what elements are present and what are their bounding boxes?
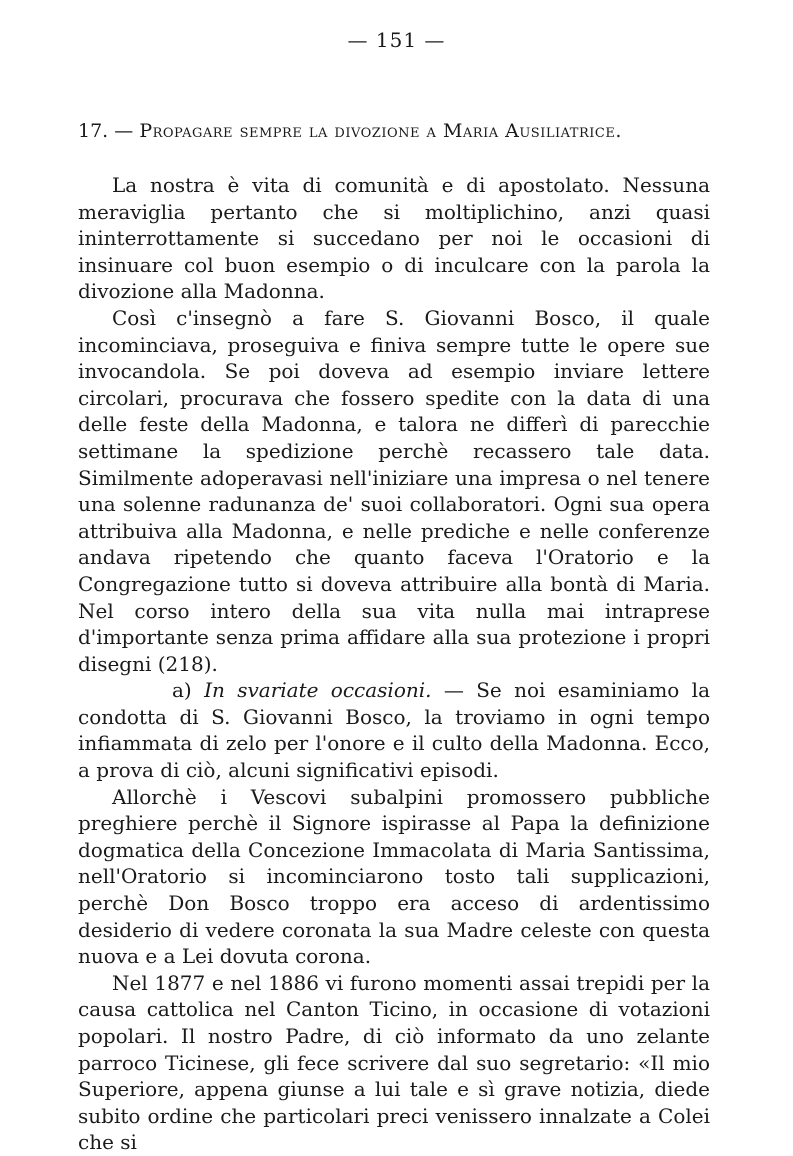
paragraph: Nel 1877 e nel 1886 vi furono momenti assai trepidi per la causa cattolica nel Canton Ticino, in occasione di votazioni popolari. Il nostro Padre, di ciò informato da uno zelante parroco Ticinese, gli fece scrivere dal suo segretario: «Il mio Superiore, appena giunse a lui tale e sì grave notizia, diede subito ordine che particolari preci venissero innalzate a Colei che si [78,970,710,1155]
body-text [78,172,710,1156]
paragraph: La nostra è vita di comunità e di apostolato. Nessuna meraviglia pertanto che si moltiplichino, anzi quasi ininterrottamente si succedano per noi le occasioni di insinuare col buon esempio o di inculcare con la parola la divozione alla Madonna. [78,173,710,304]
subsection-marker: a) [172,678,192,703]
paragraph: Così c'insegnò a fare S. Giovanni Bosco, il quale incominciava, proseguiva e finiva sempre tutte le opere sue invocandola. Se poi doveva ad esempio inviare lettere circolari, procurava che fossero spedite con la data di una delle feste della Madonna, e talora ne differì di parecchie settimane la spedizione perchè recassero tale data. Similmente adoperavasi nell'iniziare una impresa o nel tenere una solenne radunanza de' suoi collaboratori. Ogni sua opera attribuiva alla Madonna, e nelle prediche e nelle conferenze andava ripetendo che quanto faceva l'Oratorio e la Congregazione tutto si doveva attribuire alla bontà di Maria. Nel corso intero della sua vita nulla mai intraprese d'importante senza prima affidare alla sua protezione i propri disegni (218). [78,305,710,676]
section-title: Propagare sempre la divozione a Maria Ausiliatrice. [139,120,622,142]
subsection-title: In svariate occasioni. [204,678,432,703]
paragraph: Allorchè i Vescovi subalpini promossero pubbliche preghiere perchè il Signore ispirasse al Papa la definizione dogmatica della Concezione Immacolata di Maria Santissima, nell'Oratorio si incominciarono tosto tali supplicazioni, perchè Don Bosco troppo era acceso di ardentissimo desiderio di vedere coronata la sua Madre celeste con questa nuova e a Lei dovuta corona. [78,784,710,969]
page-number: — 151 — [347,28,446,52]
subsection-text: Se noi esaminiamo la condotta di S. Giovanni Bosco, la troviamo in ogni tempo infiammata di zelo per l'onore e il culto della Madonna. Ecco, a prova di ciò, alcuni significativi episodi. [78,678,710,783]
subsection-dash: — [431,678,477,703]
subsection-paragraph [78,677,710,783]
section-number: 17. — [78,120,134,142]
section-heading [78,120,718,142]
